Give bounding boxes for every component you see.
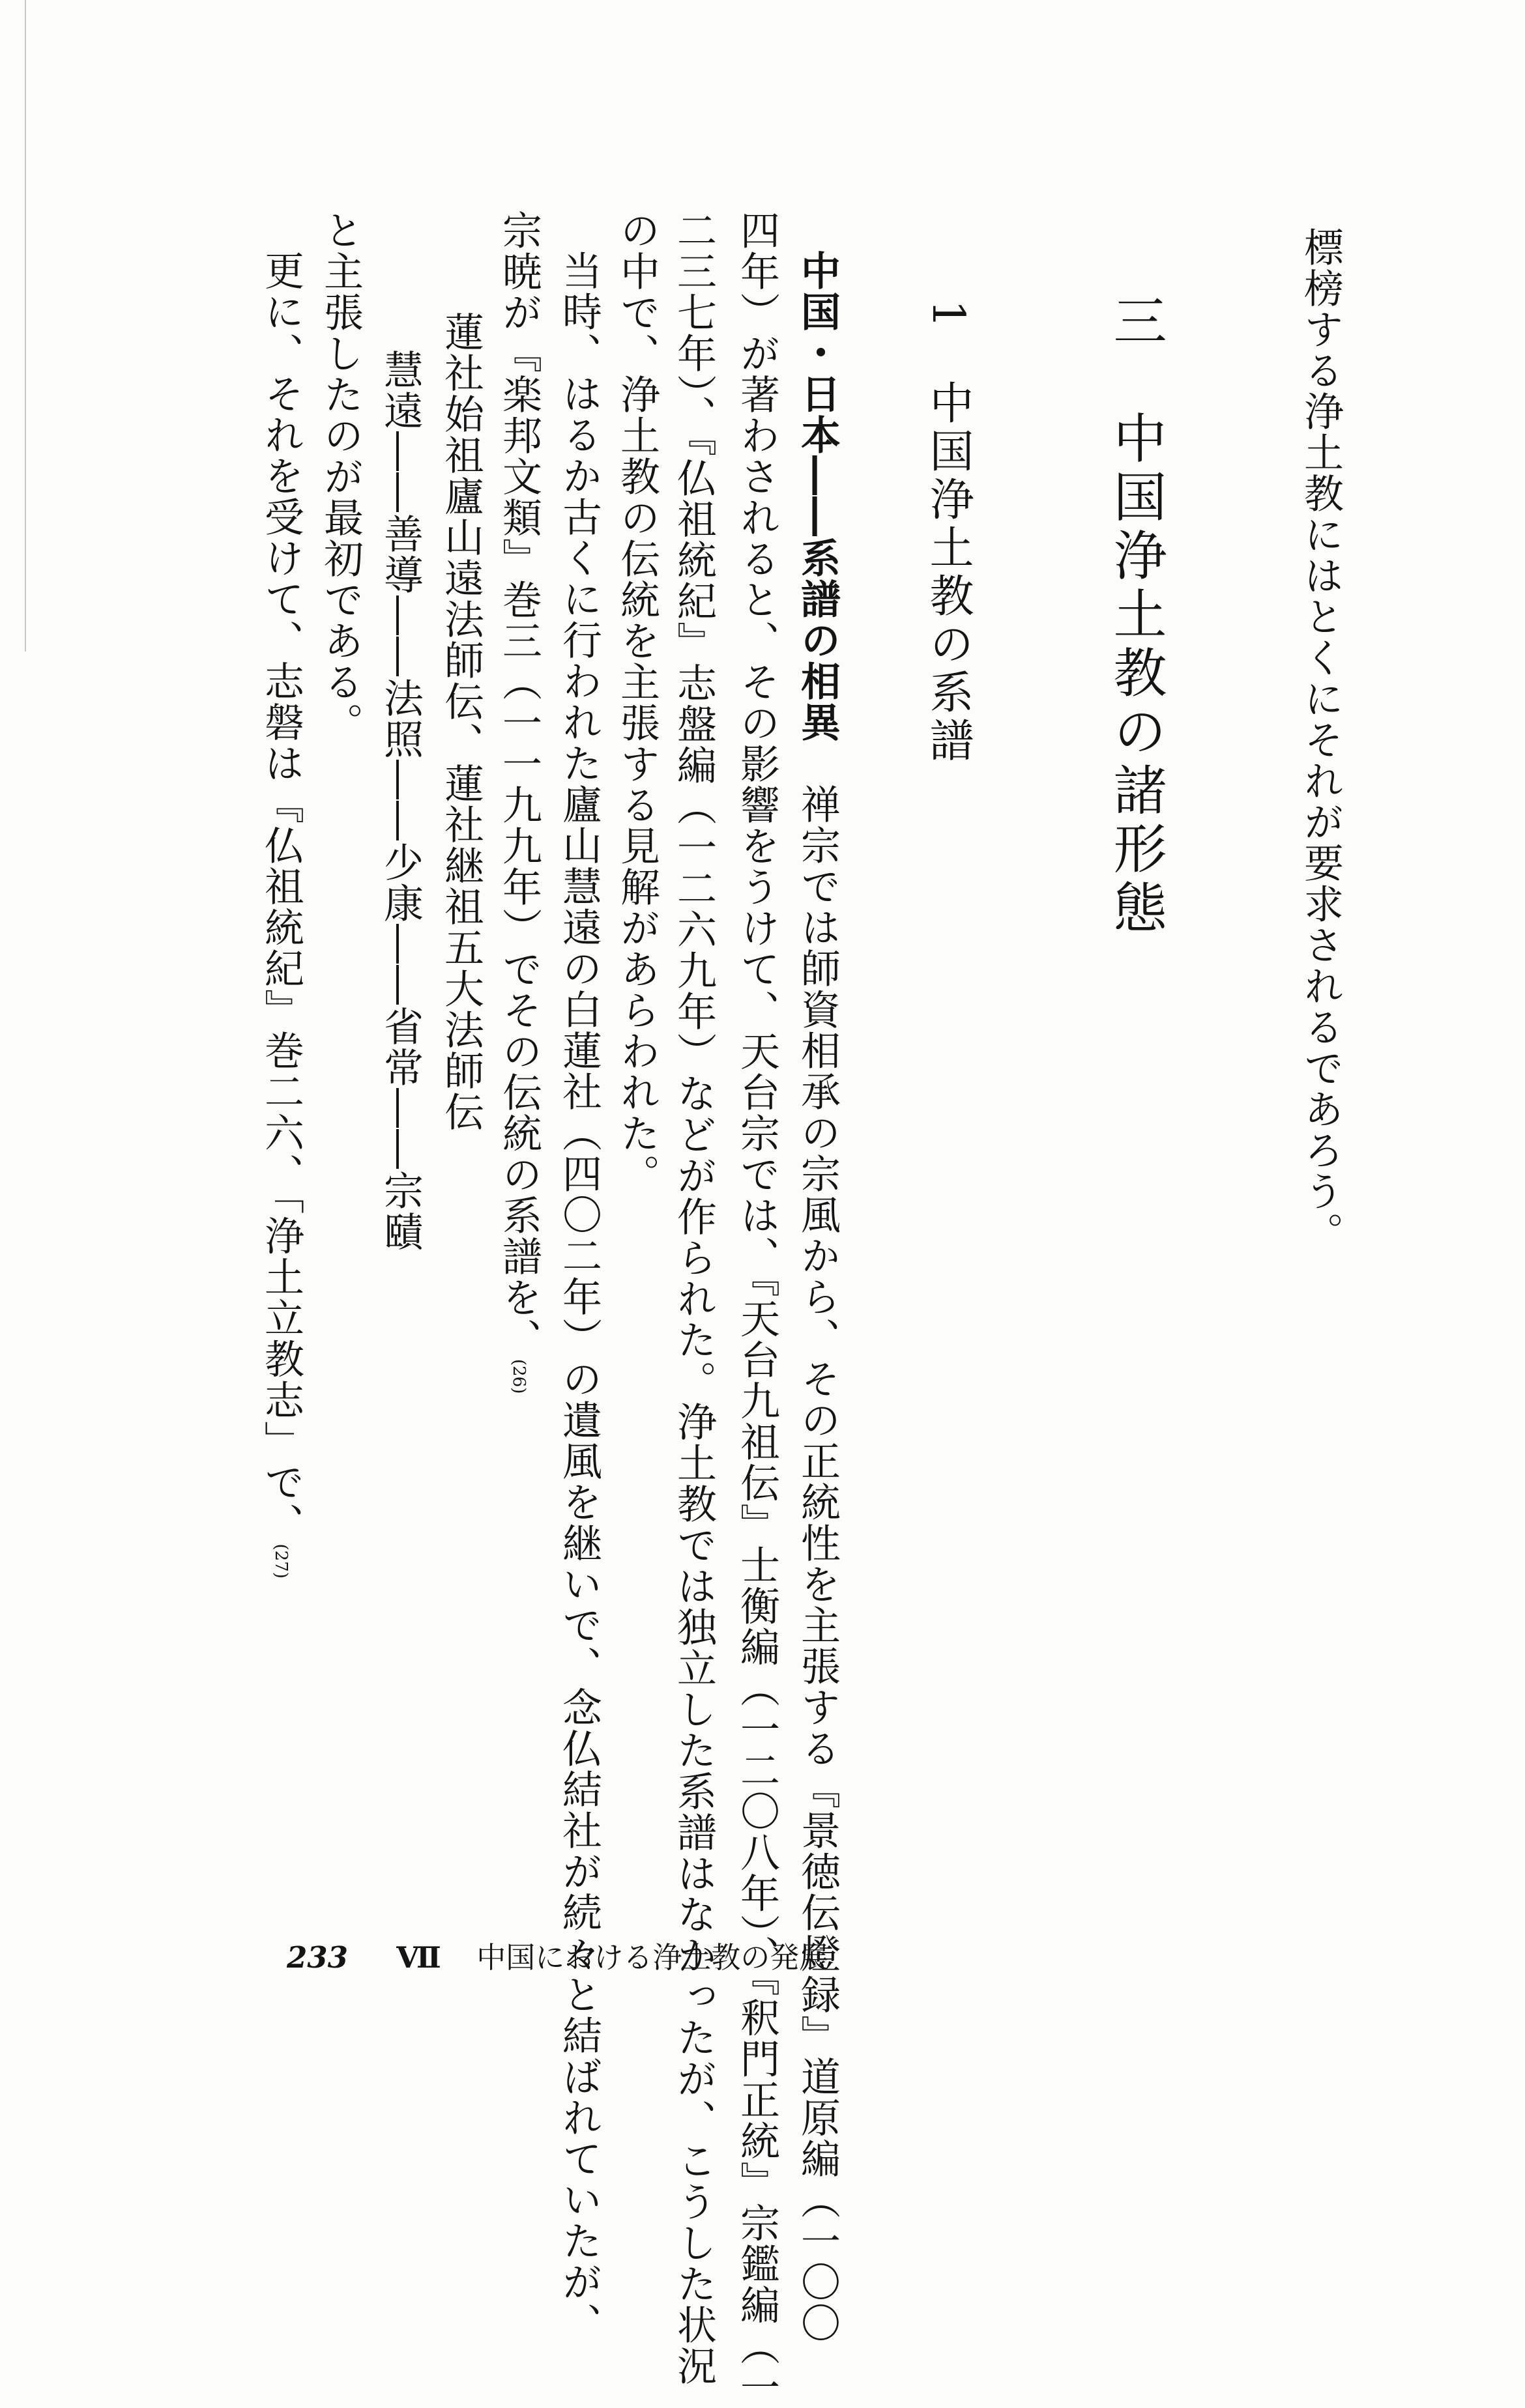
text-column-4 <box>671 210 717 2386</box>
column-text: 宗暁が『楽邦文類』巻三（一一九九年）でその伝統の系譜を、 <box>496 210 542 1359</box>
text-column-2 <box>794 250 841 2344</box>
footnote-ref-26: (26) <box>509 1359 529 1394</box>
page-number: 233 <box>287 1940 348 1975</box>
column-text: 四年）が著わされると、その影響をうけて、天台宗では、『天台九祖伝』士衡編（一二〇八年）、『釈門正統』宗鑑編（一 <box>734 210 780 2408</box>
lineage-chart <box>377 349 424 1252</box>
column-text: と主張したのが最初である。 <box>317 210 364 743</box>
section-heading <box>1105 293 1167 938</box>
page-footer <box>287 1934 828 1976</box>
text-column-6 <box>556 250 602 2344</box>
subsection-heading <box>922 300 974 766</box>
run-in-heading: 中国・日本――系譜の相異 <box>794 250 841 743</box>
column-text: 二三七年）、『仏祖統紀』志盤編（一二六九年）などが作られた。浄土教では独立した系譜はなかったが、こうした状況 <box>671 210 717 2386</box>
text-column-1 <box>1298 227 1344 1253</box>
subsection-heading-text: 1 中国浄土教の系譜 <box>922 300 974 766</box>
text-column-10 <box>317 210 364 743</box>
chapter-numeral: Ⅶ <box>396 1940 441 1975</box>
column-text: 当時、はるか古くに行われた廬山慧遠の白蓮社（四〇二年）の遺風を継いで、念仏結社が続々と結ばれていたが、 <box>556 250 602 2344</box>
chapter-title: 中国における浄土教の発展 <box>476 1940 829 1975</box>
scan-margin-line <box>25 0 26 652</box>
lineage-text: 慧遠――善導――法照――少康――省常――宗賾 <box>377 349 424 1252</box>
text-column-11 <box>258 250 304 1579</box>
footnote-ref-27: (27) <box>271 1543 291 1579</box>
column-text: 蓮社始祖廬山遠法師伝、蓮社継祖五大法師伝 <box>438 311 484 1132</box>
column-text: 禅宗では師資相承の宗風から、その正統性を主張する『景徳伝燈録』道原編（一〇〇 <box>794 743 841 2344</box>
text-column-5 <box>614 210 660 1195</box>
text-column-3 <box>734 210 780 2408</box>
text-column-8 <box>438 311 484 1132</box>
text-column-7 <box>496 210 542 1394</box>
column-text: の中で、浄土教の伝統を主張する見解があらわれた。 <box>614 210 660 1195</box>
column-text: 更に、それを受けて、志磐は『仏祖統紀』巻二六、「浄土立教志」で、 <box>258 250 304 1544</box>
column-text: 標榜する浄土教にはとくにそれが要求されるであろう。 <box>1298 227 1344 1253</box>
section-heading-text: 三 中国浄土教の諸形態 <box>1105 293 1167 938</box>
